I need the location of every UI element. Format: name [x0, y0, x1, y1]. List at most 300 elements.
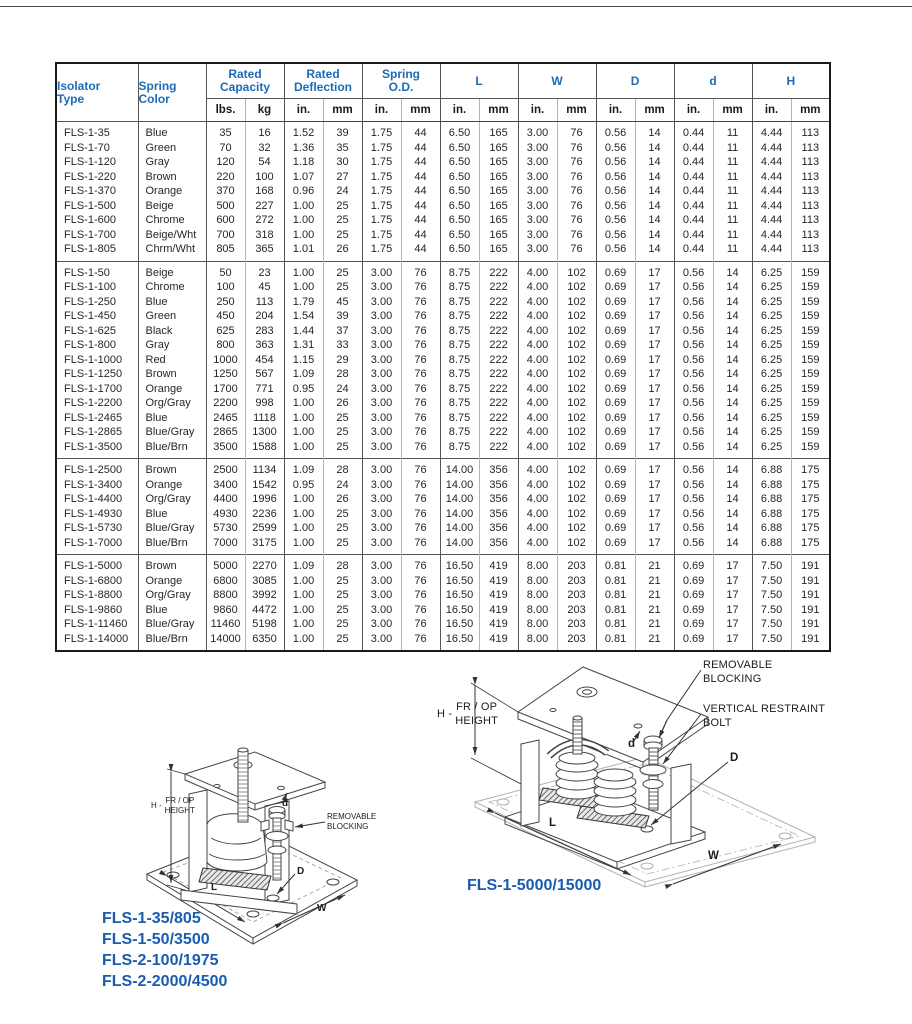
col-subheader-unit: in.: [284, 99, 323, 122]
table-row: [56, 555, 830, 574]
table-cell: FLS-1-625: [64, 324, 116, 337]
table-cell: 3.00: [362, 295, 401, 310]
table-cell: 11: [713, 242, 752, 261]
table-cell: 25: [323, 574, 362, 589]
table-cell: 21: [635, 574, 674, 589]
table-cell: 76: [401, 536, 440, 555]
table-cell: 14: [713, 459, 752, 478]
table-cell: 16.50: [440, 617, 479, 632]
table-cell: 3.00: [518, 141, 557, 156]
table-cell: 3.00: [362, 521, 401, 536]
table-cell: 25: [323, 213, 362, 228]
table-cell: Gray: [138, 155, 206, 170]
figure-caption-small: [102, 908, 227, 992]
table-cell: 419: [479, 555, 518, 574]
table-cell: 17: [635, 309, 674, 324]
table-cell: 8.75: [440, 396, 479, 411]
table-cell: 25: [323, 507, 362, 522]
table-cell: 4.44: [752, 170, 791, 185]
table-cell: 356: [479, 459, 518, 478]
table-cell: 419: [479, 603, 518, 618]
table-cell: 6.50: [440, 170, 479, 185]
table-row: [56, 521, 830, 536]
table-cell: 1.00: [284, 228, 323, 243]
table-cell: 159: [791, 411, 830, 426]
table-cell: 17: [635, 261, 674, 280]
table-cell: 3.00: [362, 492, 401, 507]
table-cell: 28: [323, 459, 362, 478]
table-cell: 21: [635, 632, 674, 652]
table-cell: 222: [479, 382, 518, 397]
table-cell: 356: [479, 492, 518, 507]
col-group-header: L: [440, 63, 518, 99]
table-row: [56, 492, 830, 507]
table-cell: 3.00: [362, 574, 401, 589]
table-row: [56, 632, 830, 652]
table-cell: 1996: [245, 492, 284, 507]
table-cell: 3.00: [362, 555, 401, 574]
table-cell: 1118: [245, 411, 284, 426]
table-cell: 222: [479, 295, 518, 310]
table-cell: 16.50: [440, 574, 479, 589]
table-cell: 6.25: [752, 396, 791, 411]
table-cell: 17: [635, 440, 674, 459]
table-cell: 37: [323, 324, 362, 339]
table-cell: 0.69: [674, 555, 713, 574]
table-cell: 14: [713, 478, 752, 493]
table-row: [56, 261, 830, 280]
table-cell: 165: [479, 199, 518, 214]
table-cell: 30: [323, 155, 362, 170]
table-cell: 222: [479, 261, 518, 280]
table-cell: 3.00: [362, 280, 401, 295]
table-cell: 8.75: [440, 309, 479, 324]
table-cell: 1.00: [284, 411, 323, 426]
table-cell: 250: [206, 295, 245, 310]
table-cell: 1700: [206, 382, 245, 397]
table-cell: 8.75: [440, 411, 479, 426]
table-cell: 1.75: [362, 228, 401, 243]
table-cell: 76: [557, 122, 596, 141]
table-cell: 4.00: [518, 478, 557, 493]
table-cell: 175: [791, 536, 830, 555]
table-cell: 3.00: [362, 261, 401, 280]
table-cell: 7.50: [752, 574, 791, 589]
table-cell: 113: [791, 155, 830, 170]
col-subheader-unit: mm: [791, 99, 830, 122]
table-cell: 14: [713, 295, 752, 310]
table-cell: 14: [713, 425, 752, 440]
table-cell: 3.00: [362, 411, 401, 426]
table-cell: 1.15: [284, 353, 323, 368]
table-cell: Orange: [138, 184, 206, 199]
table-cell: 76: [401, 492, 440, 507]
table-cell: 14: [713, 261, 752, 280]
table-cell: 165: [479, 184, 518, 199]
table-cell: 3.00: [362, 324, 401, 339]
table-cell: 14: [635, 228, 674, 243]
table-cell: 14: [635, 199, 674, 214]
table-cell: 165: [479, 228, 518, 243]
table-cell: 0.56: [674, 261, 713, 280]
table-cell: 14: [635, 242, 674, 261]
page-top-rule: [0, 6, 912, 7]
table-cell: 102: [557, 367, 596, 382]
table-cell: 8.75: [440, 280, 479, 295]
table-cell: FLS-1-700: [64, 228, 116, 241]
row-group: [56, 459, 830, 555]
table-cell: 2270: [245, 555, 284, 574]
col-subheader-unit: in.: [518, 99, 557, 122]
table-cell: 0.56: [596, 122, 635, 141]
table-row: [56, 478, 830, 493]
table-row: [56, 507, 830, 522]
table-cell: 0.69: [596, 459, 635, 478]
table-cell: 6.25: [752, 382, 791, 397]
table-cell: 4.00: [518, 536, 557, 555]
col-group-header: d: [674, 63, 752, 99]
table-cell: 1.07: [284, 170, 323, 185]
table-cell: 17: [635, 382, 674, 397]
table-cell: 3.00: [362, 478, 401, 493]
table-cell: 76: [401, 603, 440, 618]
table-cell: 102: [557, 425, 596, 440]
table-cell: 0.96: [284, 184, 323, 199]
table-cell: Orange: [138, 574, 206, 589]
dim-label-height: [151, 796, 195, 816]
table-cell: 35: [323, 141, 362, 156]
col-group-header: Rated Capacity: [206, 63, 284, 99]
table-cell: 113: [245, 295, 284, 310]
table-cell: 26: [323, 396, 362, 411]
table-cell: 8.00: [518, 555, 557, 574]
table-cell: 3.00: [362, 353, 401, 368]
table-cell: 0.69: [596, 338, 635, 353]
table-cell: 1134: [245, 459, 284, 478]
table-cell: 14: [713, 507, 752, 522]
table-cell: 6.50: [440, 199, 479, 214]
table-cell: FLS-1-1700: [64, 382, 123, 395]
table-cell: 102: [557, 309, 596, 324]
table-cell: 17: [635, 425, 674, 440]
table-cell: FLS-1-50: [64, 266, 110, 279]
table-cell: 191: [791, 617, 830, 632]
table-cell: 16.50: [440, 588, 479, 603]
table-cell: 6.25: [752, 440, 791, 459]
dim-label-d: d: [628, 738, 636, 750]
h-prefix: H -: [151, 801, 162, 810]
table-cell: 6.88: [752, 492, 791, 507]
table-cell: FLS-1-2500: [64, 464, 123, 476]
table-cell: 222: [479, 440, 518, 459]
table-cell: 17: [635, 295, 674, 310]
dim-label-D: D: [297, 866, 305, 877]
table-cell: 1.75: [362, 213, 401, 228]
table-cell: 4.44: [752, 199, 791, 214]
table-cell: 365: [245, 242, 284, 261]
table-cell: 7.50: [752, 617, 791, 632]
table-cell: 0.56: [596, 213, 635, 228]
table-cell: 227: [245, 199, 284, 214]
table-cell: FLS-1-450: [64, 310, 116, 322]
table-cell: 0.44: [674, 155, 713, 170]
table-cell: 0.56: [674, 536, 713, 555]
table-cell: 39: [323, 122, 362, 141]
table-cell: 11460: [206, 617, 245, 632]
table-cell: FLS-1-70: [64, 141, 110, 154]
table-cell: 16.50: [440, 632, 479, 652]
table-cell: 7.50: [752, 588, 791, 603]
table-cell: 2500: [206, 459, 245, 478]
table-cell: 159: [791, 382, 830, 397]
table-cell: 0.81: [596, 588, 635, 603]
table-cell: 76: [401, 396, 440, 411]
col-subheader-unit: mm: [401, 99, 440, 122]
table-cell: 805: [206, 242, 245, 261]
table-cell: Chrome: [138, 213, 206, 228]
table-cell: 14.00: [440, 507, 479, 522]
table-cell: 17: [635, 338, 674, 353]
table-cell: 23: [245, 261, 284, 280]
table-cell: 1.09: [284, 555, 323, 574]
table-cell: Blue: [138, 603, 206, 618]
table-row: [56, 396, 830, 411]
table-cell: FLS-1-9860: [64, 603, 123, 616]
table-cell: 159: [791, 324, 830, 339]
removable-blocking-note: REMOVABLE BLOCKING: [327, 812, 377, 831]
table-cell: 25: [323, 588, 362, 603]
table-cell: 6.50: [440, 155, 479, 170]
table-cell: 356: [479, 507, 518, 522]
table-cell: 25: [323, 228, 362, 243]
table-cell: Org/Gray: [138, 588, 206, 603]
table-cell: 14: [713, 382, 752, 397]
table-row: [56, 382, 830, 397]
table-cell: 8.00: [518, 617, 557, 632]
table-cell: 0.69: [596, 261, 635, 280]
col-subheader-unit: mm: [323, 99, 362, 122]
table-cell: 600: [206, 213, 245, 228]
h-line1: FR / OP: [165, 796, 195, 805]
table-cell: 76: [557, 155, 596, 170]
table-cell: 3400: [206, 478, 245, 493]
col-subheader-unit: in.: [674, 99, 713, 122]
table-row: [56, 353, 830, 368]
col-subheader-unit: in.: [752, 99, 791, 122]
table-cell: 102: [557, 459, 596, 478]
table-cell: 175: [791, 492, 830, 507]
table-cell: 8.00: [518, 574, 557, 589]
table-cell: 8.00: [518, 603, 557, 618]
table-cell: 1.52: [284, 122, 323, 141]
table-cell: 1.00: [284, 521, 323, 536]
col-group-header: Rated Deflection: [284, 63, 362, 99]
table-cell: 102: [557, 521, 596, 536]
table-cell: 203: [557, 603, 596, 618]
table-cell: 0.56: [596, 199, 635, 214]
table-cell: 363: [245, 338, 284, 353]
table-cell: 4.44: [752, 228, 791, 243]
table-row: [56, 141, 830, 156]
table-cell: 102: [557, 440, 596, 459]
table-cell: Org/Gray: [138, 492, 206, 507]
table-cell: 8800: [206, 588, 245, 603]
table-cell: 3.00: [518, 170, 557, 185]
table-cell: 191: [791, 632, 830, 652]
table-cell: 0.81: [596, 574, 635, 589]
table-cell: Brown: [138, 555, 206, 574]
table-cell: 1.00: [284, 588, 323, 603]
table-row: [56, 617, 830, 632]
table-cell: 17: [635, 507, 674, 522]
table-cell: 1.79: [284, 295, 323, 310]
table-cell: FLS-1-100: [64, 281, 116, 293]
row-group: [56, 555, 830, 652]
table-cell: 3500: [206, 440, 245, 459]
table-cell: 1.44: [284, 324, 323, 339]
table-cell: 76: [401, 507, 440, 522]
table-cell: FLS-1-2200: [64, 397, 123, 409]
table-cell: Chrm/Wht: [138, 242, 206, 261]
table-cell: 113: [791, 141, 830, 156]
table-cell: Blue: [138, 295, 206, 310]
table-cell: 17: [635, 280, 674, 295]
table-cell: 25: [323, 632, 362, 652]
table-cell: 44: [401, 141, 440, 156]
figure-large-isolator: [425, 652, 907, 910]
col-subheader-unit: in.: [596, 99, 635, 122]
table-cell: Gray: [138, 338, 206, 353]
row-group: [56, 261, 830, 459]
table-cell: 44: [401, 155, 440, 170]
table-cell: FLS-1-220: [64, 170, 116, 183]
caption-line: FLS-2-100/1975: [102, 952, 219, 969]
table-cell: 4.00: [518, 507, 557, 522]
table-cell: Brown: [138, 459, 206, 478]
table-cell: FLS-1-3400: [64, 478, 123, 491]
table-cell: 25: [323, 411, 362, 426]
removable-blocking-note: REMOVABLE BLOCKING: [703, 659, 773, 685]
col-group-header: H: [752, 63, 830, 99]
h-line1: FR / OP: [456, 701, 498, 713]
table-cell: 113: [791, 122, 830, 141]
table-cell: 7.50: [752, 603, 791, 618]
table-cell: 272: [245, 213, 284, 228]
table-cell: 2236: [245, 507, 284, 522]
table-cell: Green: [138, 141, 206, 156]
table-cell: Brown: [138, 170, 206, 185]
table-cell: 283: [245, 324, 284, 339]
table-cell: 3.00: [518, 213, 557, 228]
table-row: [56, 574, 830, 589]
col-subheader-unit: mm: [713, 99, 752, 122]
table-cell: 44: [401, 228, 440, 243]
table-cell: 1.54: [284, 309, 323, 324]
table-cell: 35: [206, 122, 245, 141]
table-cell: 1.36: [284, 141, 323, 156]
table-cell: FLS-1-3500: [64, 440, 123, 453]
table-cell: 222: [479, 367, 518, 382]
table-cell: 45: [245, 280, 284, 295]
table-cell: 6.50: [440, 242, 479, 261]
table-cell: 8.75: [440, 440, 479, 459]
table-cell: 3992: [245, 588, 284, 603]
table-cell: 1542: [245, 478, 284, 493]
table-cell: 14: [713, 280, 752, 295]
table-cell: 4.00: [518, 261, 557, 280]
table-cell: 44: [401, 122, 440, 141]
dim-label-d: d: [282, 798, 289, 809]
table-cell: 4.44: [752, 213, 791, 228]
table-row: [56, 228, 830, 243]
table-cell: 0.69: [596, 280, 635, 295]
h-line2: HEIGHT: [455, 715, 499, 727]
table-cell: 6.25: [752, 353, 791, 368]
table-cell: 567: [245, 367, 284, 382]
col-header-isolator-type: Isolator Type: [57, 78, 101, 106]
table-cell: 17: [635, 459, 674, 478]
table-cell: 76: [401, 411, 440, 426]
table-cell: 76: [557, 141, 596, 156]
table-cell: 3.00: [362, 459, 401, 478]
table-cell: 3.00: [518, 184, 557, 199]
table-cell: 25: [323, 536, 362, 555]
table-cell: 25: [323, 603, 362, 618]
table-cell: 28: [323, 555, 362, 574]
table-cell: 4.00: [518, 521, 557, 536]
table-cell: Orange: [138, 478, 206, 493]
table-row: [56, 440, 830, 459]
table-cell: 29: [323, 353, 362, 368]
h-prefix: H -: [437, 708, 453, 720]
table-cell: 6800: [206, 574, 245, 589]
table-cell: 356: [479, 536, 518, 555]
table-cell: 1.00: [284, 603, 323, 618]
table-cell: 0.69: [596, 440, 635, 459]
table-cell: 0.81: [596, 603, 635, 618]
table-cell: 14.00: [440, 478, 479, 493]
table-cell: 11: [713, 199, 752, 214]
table-cell: 7000: [206, 536, 245, 555]
table-cell: 800: [206, 338, 245, 353]
col-subheader-unit: in.: [362, 99, 401, 122]
table-cell: 0.69: [596, 507, 635, 522]
table-cell: 3.00: [518, 199, 557, 214]
table-cell: 0.69: [596, 353, 635, 368]
table-cell: 3085: [245, 574, 284, 589]
table-cell: 28: [323, 367, 362, 382]
table-cell: 6.50: [440, 228, 479, 243]
table-row: [56, 280, 830, 295]
table-cell: 39: [323, 309, 362, 324]
table-cell: 6.25: [752, 411, 791, 426]
table-cell: 0.69: [596, 295, 635, 310]
table-cell: 203: [557, 574, 596, 589]
table-cell: 6.88: [752, 478, 791, 493]
table-cell: 1.00: [284, 507, 323, 522]
table-cell: 222: [479, 324, 518, 339]
table-cell: FLS-1-370: [64, 185, 116, 197]
table-cell: 8.75: [440, 324, 479, 339]
table-cell: 76: [401, 425, 440, 440]
table-cell: FLS-1-35: [64, 127, 110, 139]
table-cell: 100: [245, 170, 284, 185]
table-cell: 1.75: [362, 184, 401, 199]
table-cell: 0.56: [596, 141, 635, 156]
table-cell: 11: [713, 184, 752, 199]
table-cell: Green: [138, 309, 206, 324]
table-cell: 159: [791, 280, 830, 295]
